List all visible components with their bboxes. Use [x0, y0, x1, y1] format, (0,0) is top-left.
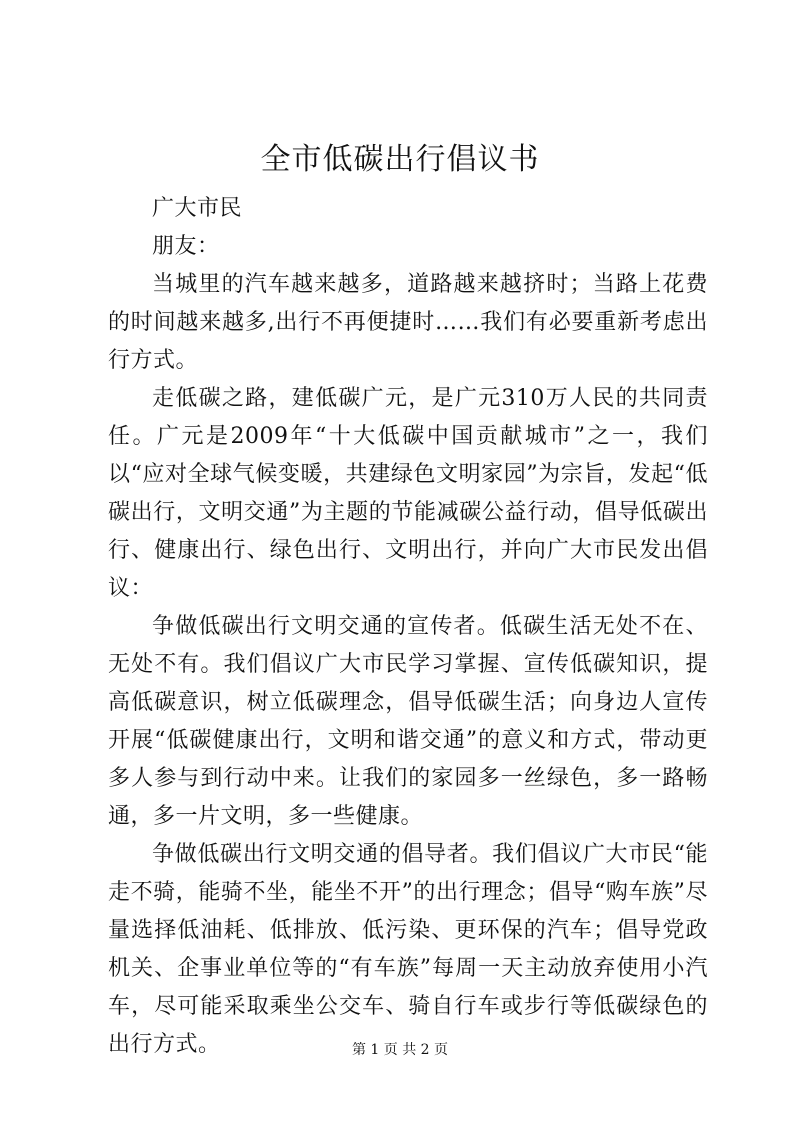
paragraph-4: 争做低碳出行文明交通的倡导者。我们倡议广大市民“能走不骑，能骑不坐，能坐不开”的出行理念；倡导“购车族”尽量选择低油耗、低排放、低污染、更环保的汽车；倡导党政机关、企事业单位等的“有车族”每周一天主动放弃使用小汽车，尽可能采取乘坐公交车、骑自行车或步行等低碳绿色的出行方式。 — [108, 842, 708, 1057]
paragraph-2: 走低碳之路，建低碳广元，是广元310万人民的共同责任。广元是2009年“十大低碳中国贡献城市”之一，我们以“应对全球气候变暖，共建绿色文明家园”为宗旨，发起“低碳出行，文明交通”为主题的节能减碳公益行动，倡导低碳出行、健康出行、绿色出行、文明出行，并向广大市民发出倡议： — [108, 386, 708, 601]
salutation-line-2: 朋友： — [152, 234, 220, 259]
page-number-footer: 第 1 页 共 2 页 — [351, 1042, 449, 1058]
document-title: 全市低碳出行倡议书 — [260, 142, 540, 177]
paragraph-1: 当城里的汽车越来越多，道路越来越挤时；当路上花费的时间越来越多,出行不再便捷时……我们有必要重新考虑出行方式。 — [108, 272, 708, 373]
paragraph-3: 争做低碳出行文明交通的宣传者。低碳生活无处不在、无处不有。我们倡议广大市民学习掌握、宣传低碳知识，提高低碳意识，树立低碳理念，倡导低碳生活；向身边人宣传开展“低碳健康出行，文明和谐交通”的意义和方式，带动更多人参与到行动中来。让我们的家园多一丝绿色，多一路畅通，多一片文明，多一些健康。 — [108, 614, 708, 829]
document-body — [108, 190, 708, 1064]
salutation-line-1: 广大市民 — [152, 196, 243, 221]
